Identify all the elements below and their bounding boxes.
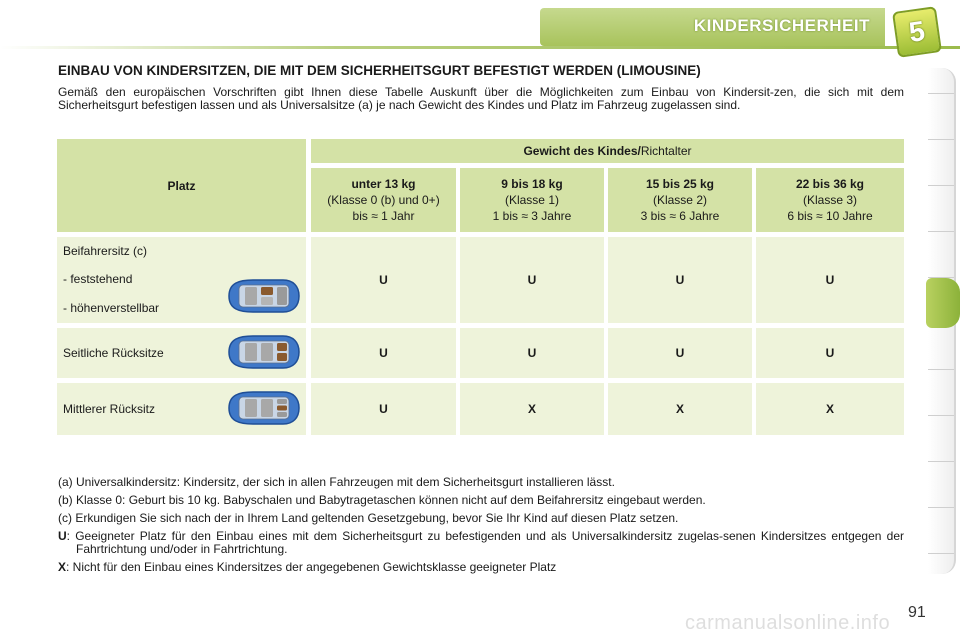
column-weight: 15 bis 25 kg <box>645 177 715 191</box>
place-header: Platz <box>57 139 306 232</box>
table-cell: X <box>756 383 904 435</box>
tab-divider <box>928 507 954 508</box>
column-age: 6 bis ≈ 10 Jahre <box>787 209 873 223</box>
footnote-a: (a) Universalkindersitz: Kindersitz, der sich in allen Fahrzeugen mit dem Sicherheitsgurt installieren lässt. <box>58 475 615 489</box>
intro-paragraph: Gemäß den europäischen Vorschriften gibt Ihnen diese Tabelle Auskunft über die Möglichkeiten zum Einbau von Kindersit-zen, die sich mit dem Sicherheitsgurt befestigen lassen und als Universalsitze (a) je nach Gewicht des Kindes und Platz im Fahrzeug zugelassen sind. <box>58 85 904 112</box>
legend-u <box>58 530 904 556</box>
chapter-tab-active[interactable] <box>926 278 960 328</box>
table-cell: U <box>756 328 904 378</box>
legend-u-key: U <box>58 529 67 543</box>
row-sublabel-fixed: - feststehend <box>63 272 133 286</box>
column-class: (Klasse 0 (b) und 0+) <box>327 193 440 207</box>
tab-divider <box>928 553 954 554</box>
table-cell: U <box>608 237 752 323</box>
tab-divider <box>928 93 954 94</box>
weight-header <box>311 139 904 163</box>
table-cell: X <box>608 383 752 435</box>
column-weight: unter 13 kg <box>351 177 416 191</box>
column-class: (Klasse 3) <box>802 193 858 207</box>
table-cell: U <box>311 383 456 435</box>
page-number: 91 <box>908 604 926 621</box>
column-age: 3 bis ≈ 6 Jahre <box>640 209 720 223</box>
column-class: (Klasse 1) <box>504 193 559 207</box>
column-header <box>756 168 904 232</box>
car-passenger-seat-icon <box>223 277 301 315</box>
table-cell: U <box>311 237 456 323</box>
column-age: bis ≈ 1 Jahr <box>352 209 415 223</box>
chapter-number-badge: 5 <box>892 6 942 58</box>
footnotes <box>58 476 904 579</box>
row-label: Mittlerer Rücksitz <box>63 402 156 416</box>
legend-x-key: X <box>58 560 67 574</box>
legend-u-text: : Geeigneter Platz für den Einbau eines mit dem Sicherheitsgurt zu befestigenden und als Universalkindersitz zugelas-senen Kindersitzes entgegen der Fahrtrichtung und/oder in Fahrtrichtung. <box>66 529 904 556</box>
table-cell: X <box>460 383 604 435</box>
row-label: Seitliche Rücksitze <box>63 346 164 360</box>
tab-divider <box>928 369 954 370</box>
tab-divider <box>928 185 954 186</box>
weight-header-sub: Richtalter <box>640 144 692 158</box>
table-cell: U <box>756 237 904 323</box>
chapter-title: KINDERSICHERHEIT <box>693 16 870 35</box>
tab-divider <box>928 139 954 140</box>
column-weight: 22 bis 36 kg <box>795 177 865 191</box>
car-rear-middle-seat-icon <box>223 389 301 427</box>
section-title: EINBAU VON KINDERSITZEN, DIE MIT DEM SICHERHEITSGURT BEFESTIGT WERDEN (LIMOUSINE) <box>58 63 701 78</box>
column-class: (Klasse 2) <box>652 193 707 207</box>
table-cell: U <box>460 237 604 323</box>
tab-divider <box>928 415 954 416</box>
row-label: Beifahrersitz (c) <box>63 244 148 258</box>
watermark: carmanualsonline.info <box>685 612 891 634</box>
car-rear-side-seats-icon <box>223 333 301 371</box>
row-sublabel-adjustable: - höhenverstellbar <box>63 301 160 315</box>
legend-x <box>58 561 904 574</box>
tab-divider <box>928 461 954 462</box>
tab-divider <box>928 231 954 232</box>
column-age: 1 bis ≈ 3 Jahre <box>492 209 572 223</box>
footnote-b: (b) Klasse 0: Geburt bis 10 kg. Babyschalen und Babytragetaschen können nicht auf dem Beifahrersitz eingebaut werden. <box>58 493 706 507</box>
table-cell: U <box>460 328 604 378</box>
weight-header-label: Gewicht des Kindes/ <box>523 144 641 158</box>
column-weight: 9 bis 18 kg <box>501 177 563 191</box>
legend-x-text: : Nicht für den Einbau eines Kindersitzes der angegebenen Gewichtsklasse geeigneter Platz <box>66 560 557 574</box>
footnote-c: (c) Erkundigen Sie sich nach der in Ihrem Land geltenden Gesetzgebung, bevor Sie Ihr Kind auf diesen Platz setzen. <box>58 511 679 525</box>
table-cell: U <box>608 328 752 378</box>
column-header <box>608 168 752 232</box>
column-header <box>460 168 604 232</box>
page-header <box>0 0 960 58</box>
column-header <box>311 168 456 232</box>
table-cell: U <box>311 328 456 378</box>
header-rule <box>0 46 960 49</box>
